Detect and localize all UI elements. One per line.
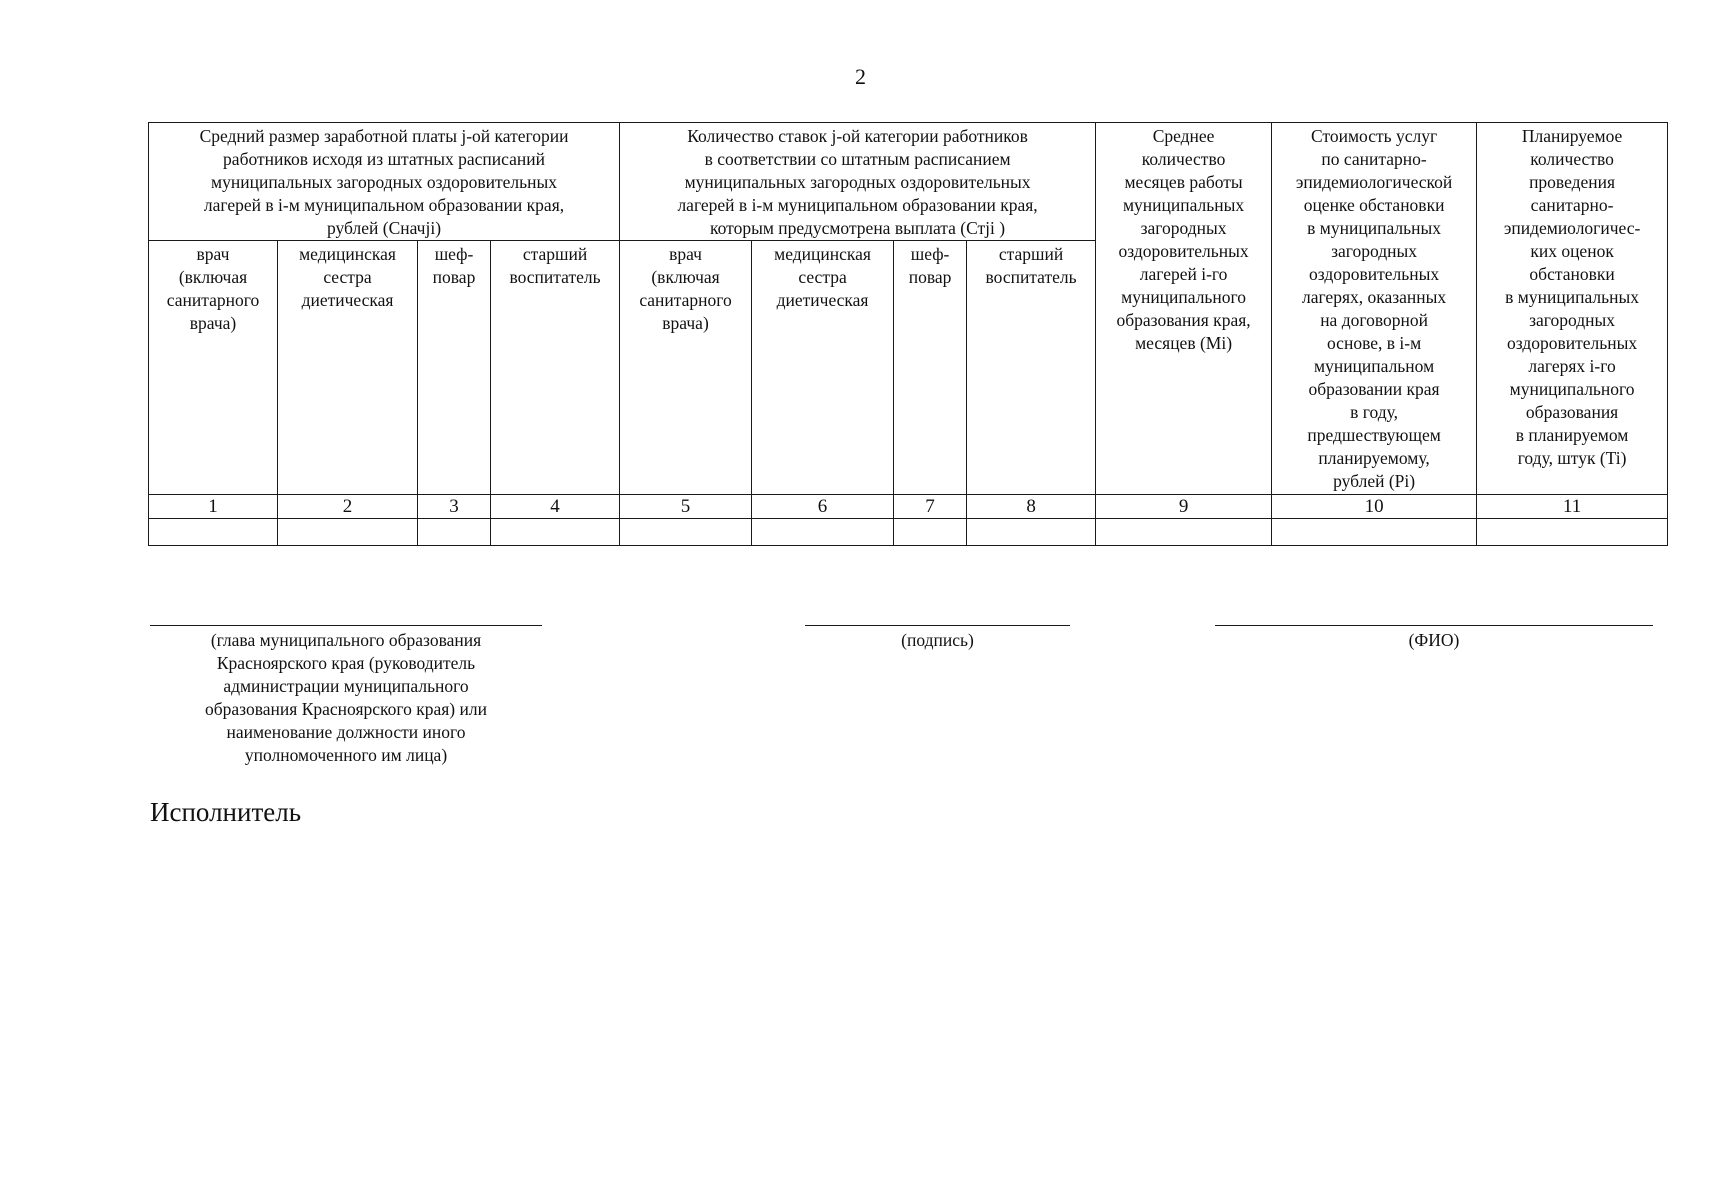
column-numbers-row (149, 495, 1668, 519)
column-number: 5 (620, 495, 752, 519)
column-number: 11 (1477, 495, 1668, 519)
avg-salary-header: Средний размер заработной платы j-ой категории работников исходя из штатных расписаний муниципальных загородных оздоровительных лагерей в i-м муниципальном образовании края, рублей (Сначji) (149, 123, 620, 241)
empty-cell[interactable] (1272, 519, 1477, 546)
empty-cell[interactable] (967, 519, 1096, 546)
sub-header-educator-rates: старший воспитатель (967, 241, 1096, 495)
empty-cell[interactable] (278, 519, 418, 546)
sub-header-chef-salary: шеф- повар (418, 241, 491, 495)
page-number: 2 (855, 64, 866, 89)
executor-label: Исполнитель (150, 797, 302, 827)
signature-caption: (подпись) (901, 630, 974, 650)
column-number: 7 (894, 495, 967, 519)
empty-cell[interactable] (1477, 519, 1668, 546)
column-number: 3 (418, 495, 491, 519)
sub-header-nurse-salary: медицинская сестра диетическая (278, 241, 418, 495)
name-signature-line (1215, 625, 1653, 626)
signature-line (805, 625, 1070, 626)
calculation-table (148, 122, 1668, 546)
column-number: 2 (278, 495, 418, 519)
service-cost-header: Стоимость услуг по санитарно- эпидемиологической оценке обстановки в муниципальных загородных оздоровительных лагерях, оказанных на договорной основе, в i-м муниципальном образовании края в году, предшествующем планируемому, рублей (Pi) (1272, 123, 1477, 495)
sub-header-chef-rates: шеф- повар (894, 241, 967, 495)
sub-header-educator-salary: старший воспитатель (491, 241, 620, 495)
column-number: 10 (1272, 495, 1477, 519)
column-number: 8 (967, 495, 1096, 519)
sub-header-doctor-salary: врач (включая санитарного врача) (149, 241, 278, 495)
head-signature-line (150, 625, 542, 626)
empty-cell[interactable] (418, 519, 491, 546)
sub-header-nurse-rates: медицинская сестра диетическая (752, 241, 894, 495)
column-number: 1 (149, 495, 278, 519)
avg-months-header: Среднее количество месяцев работы муниципальных загородных оздоровительных лагерей i-го муниципального образования края, месяцев (Mi) (1096, 123, 1272, 495)
staff-rates-header: Количество ставок j-ой категории работников в соответствии со штатным расписанием муниципальных загородных оздоровительных лагерей в i-м муниципальном образовании края, которым предусмотрена выплата (Стji ) (620, 123, 1096, 241)
column-number: 6 (752, 495, 894, 519)
name-caption: (ФИО) (1408, 630, 1460, 650)
empty-cell[interactable] (620, 519, 752, 546)
planned-assessments-header: Планируемое количество проведения санитарно- эпидемиологичес- ких оценок обстановки в муниципальных загородных оздоровительных лагерях i-го муниципального образования в планируемом году, штук (Ti) (1477, 123, 1668, 495)
sub-header-doctor-rates: врач (включая санитарного врача) (620, 241, 752, 495)
empty-cell[interactable] (149, 519, 278, 546)
header-row-1 (149, 123, 1668, 241)
head-position-caption: (глава муниципального образования Красноярского края (руководитель администрации муниципального образования Красноярского края) или наименование должности иного уполномоченного им лица) (205, 630, 487, 765)
empty-cell[interactable] (491, 519, 620, 546)
empty-data-row (149, 519, 1668, 546)
empty-cell[interactable] (752, 519, 894, 546)
empty-cell[interactable] (894, 519, 967, 546)
column-number: 4 (491, 495, 620, 519)
column-number: 9 (1096, 495, 1272, 519)
empty-cell[interactable] (1096, 519, 1272, 546)
